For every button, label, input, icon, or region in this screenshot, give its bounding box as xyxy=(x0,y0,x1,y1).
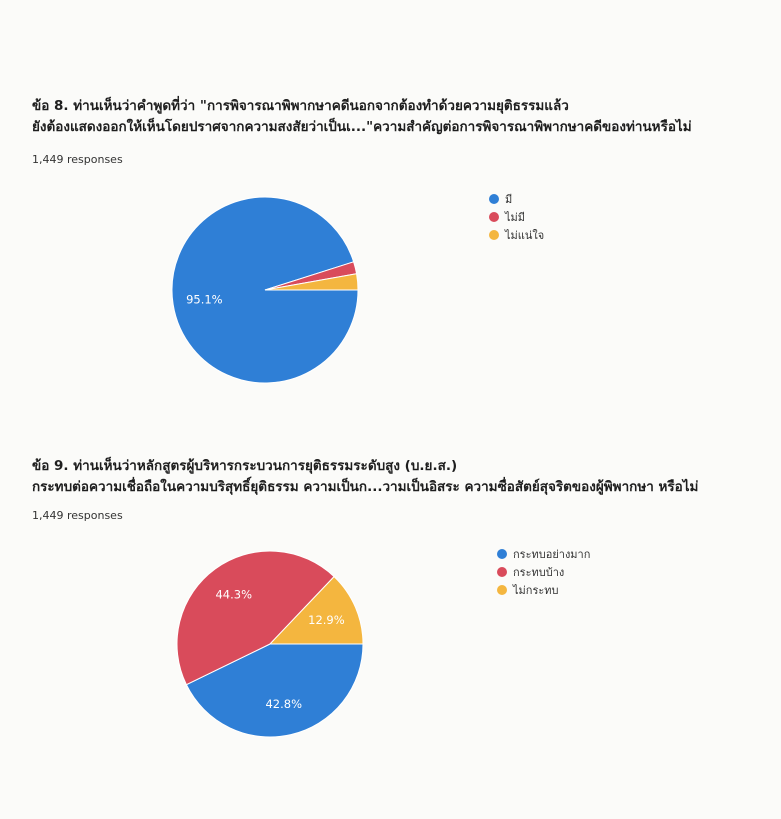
legend-label: กระทบบ้าง xyxy=(513,566,565,579)
pie-chart xyxy=(170,195,360,385)
chart-title xyxy=(32,96,752,138)
slice-data-label: 44.3% xyxy=(215,587,253,602)
responses-count: 1,449 responses xyxy=(32,153,123,166)
legend-item xyxy=(489,208,544,226)
legend-item xyxy=(489,190,544,208)
chart-title-line2: ยังต้องแสดงออกให้เห็นโดยปราศจากความสงสัยว่าเป็นเ..."ความสำคัญต่อการพิจารณาพิพากษาคดีของท่านหรือไม่ xyxy=(32,119,692,135)
legend-label: กระทบอย่างมาก xyxy=(513,548,591,561)
chart-title-line2: กระทบต่อความเชื่อถือในความบริสุทธิ์ยุติธรรม ความเป็นก...วามเป็นอิสระ ความซื่อสัตย์สุจริตของผู้พิพากษา หรือไม่ xyxy=(32,479,699,495)
legend-dot xyxy=(497,549,507,559)
legend-label: ไม่กระทบ xyxy=(513,584,559,597)
slice-data-label: 42.8% xyxy=(265,696,303,711)
legend-dot xyxy=(489,212,499,222)
legend-label: ไม่มี xyxy=(505,211,526,224)
slice-data-label: 12.9% xyxy=(308,612,345,627)
legend-dot xyxy=(497,585,507,595)
legend-item xyxy=(497,581,590,599)
legend-item xyxy=(497,563,590,581)
legend-item xyxy=(489,226,544,244)
legend-dot xyxy=(489,230,499,240)
legend-label: ไม่แน่ใจ xyxy=(505,229,545,242)
legend-dot xyxy=(497,567,507,577)
legend-dot xyxy=(489,194,499,204)
legend-item xyxy=(497,545,590,563)
legend xyxy=(497,545,590,599)
chart-title-line1: ข้อ 8. ท่านเห็นว่าคำพูดที่ว่า "การพิจารณาพิพากษาคดีนอกจากต้องทำด้วยความยุติธรรมแล้ว xyxy=(32,98,569,114)
legend-label: มี xyxy=(505,193,513,206)
responses-count: 1,449 responses xyxy=(32,509,123,522)
chart-title-line1: ข้อ 9. ท่านเห็นว่าหลักสูตรผู้บริหารกระบวนการยุติธรรมระดับสูง (บ.ย.ส.) xyxy=(32,458,458,474)
slice-data-label: 95.1% xyxy=(186,292,223,307)
legend xyxy=(489,190,544,244)
chart-title xyxy=(32,456,752,498)
pie-chart xyxy=(175,549,365,739)
